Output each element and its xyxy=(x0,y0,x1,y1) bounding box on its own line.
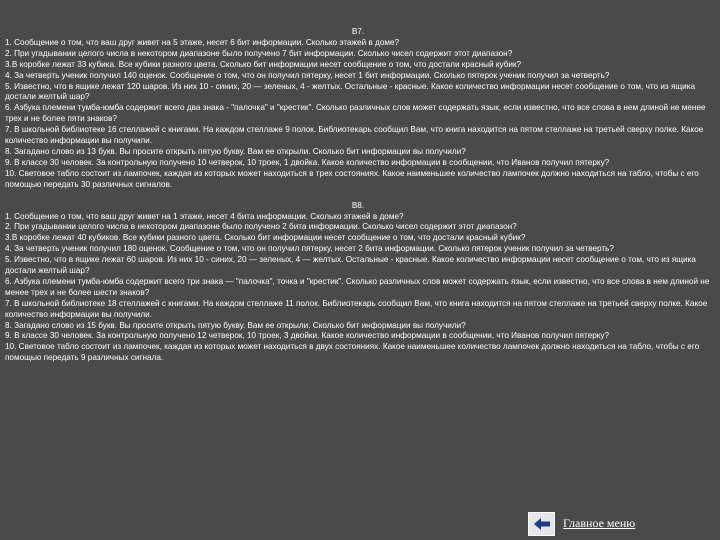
task-item: 3.В коробке лежат 40 кубиков. Все кубики разного цвета. Сколько бит информации несет сообщение о том, что достали красный кубик? xyxy=(5,233,526,243)
task-item: 9. В классе 30 человек. За контрольную получено 10 четверок, 10 троек, 1 двойка. Какое количество информации в сообщении, что Иванов получил пятерку? xyxy=(5,157,610,167)
section-title: B8. xyxy=(351,200,365,210)
task-item: 6. Азбука племени тумба-юмба содержит всего три знака — "палочка", точка и "крестик". Сколько различных слов может содержать язык, если известно, что все слова в нем длиной не менее трех и не более шести знаков? xyxy=(5,276,710,297)
task-item: 8. Загадано слово из 15 букв. Вы просите открыть пятую букву. Вам ее открыли. Сколько бит информации вы получили? xyxy=(5,320,466,330)
task-item: 7. В школьной библиотеке 16 стеллажей с книгами. На каждом стеллаже 9 полок. Библиотекарь сообщил Вам, что книга находится на пятом стеллаже на третьей сверху полке. Какое количество информации вы получили. xyxy=(5,125,704,146)
back-button[interactable] xyxy=(528,512,555,536)
task-item: 7. В школьной библиотеке 18 стеллажей с книгами. На каждом стеллаже 11 полок. Библиотекарь сообщил Вам, что книга находится на пятом стеллаже на третьей сверху полке. Какое количество информации вы получили. xyxy=(5,298,708,319)
main-menu-link[interactable]: Главное меню xyxy=(563,516,636,530)
task-item: 4. За четверть ученик получил 180 оценок. Сообщение о том, что он получил пятерку, несет 2 бита информации. Сколько пятерок ученик получил за четверть? xyxy=(5,244,614,254)
task-item: 2. При угадывании целого числа в некотором диапазоне было получено 7 бит информации. Сколько чисел содержит этот диапазон? xyxy=(5,48,513,58)
task-item: 1. Сообщение о том, что ваш друг живет на 1 этаже, несет 4 бита информации. Сколько этажей в доме? xyxy=(5,211,404,221)
task-item: 4. За четверть ученик получил 140 оценок. Сообщение о том, что он получил пятерку, несет 1 бит информации. Сколько пятерок ученик получил за четверть? xyxy=(5,70,610,80)
task-item: 3.В коробке лежат 33 кубика. Все кубики разного цвета. Сколько бит информации несет сообщение о том, что достали красный кубик? xyxy=(5,59,522,69)
task-item: 5. Известно, что в ящике лежат 60 шаров. Из них 10 - синих, 20 — зеленых, 4 — желтых. Остальные - красные. Какое количество информации несет сообщение о том, что из ящика достали желтый шар? xyxy=(5,255,696,276)
task-item: 10. Световое табло состоит из лампочек, каждая из которых может находиться в двух состояниях. Какое наименьшее количество лампочек должно находиться на табло, чтобы с его помощью передать 9 различных сигнала. xyxy=(5,342,700,363)
task-item: 1. Сообщение о том, что ваш друг живет на 5 этаже, несет 6 бит информации. Сколько этажей в доме? xyxy=(5,37,400,47)
section-title: B7. xyxy=(351,27,365,36)
back-arrow-icon xyxy=(533,517,551,531)
main-menu-nav xyxy=(528,512,718,536)
document-body xyxy=(5,27,711,374)
task-item: 6. Азбука племени тумба-юмба содержит всего два знака - "палочка" и "крестик". Сколько различных слов может содержать язык, если известно, что все слова в нем длиной не менее трех и не более пяти знаков? xyxy=(5,103,706,124)
task-item: 5. Известно, что в ящике лежат 120 шаров. Из них 10 - синих, 20 — зеленых, 4 - желтых. Остальные - красные. Какое количество информации несет сообщение о том, что из ящика достали желтый шар? xyxy=(5,81,696,102)
task-item: 10. Световое табло состоит из лампочек, каждая из которых может находиться в трех состояниях. Какое наименьшее количество лампочек должно находиться на табло, чтобы с его помощью передать 30 различных сигналов. xyxy=(5,168,699,189)
task-item: 2. При угадывании целого числа в некотором диапазоне было получено 2 бита информации. Сколько чисел содержит этот диапазон? xyxy=(5,222,517,232)
section-b8 xyxy=(5,201,711,365)
task-item: 8. Загадано слово из 13 букв. Вы просите открыть пятую букву. Вам ее открыли. Сколько бит информации вы получили? xyxy=(5,146,466,156)
task-item: 9. В классе 30 человек. За контрольную получено 12 четверок, 10 троек, 3 двойки. Какое количество информации в сообщении, что Иванов получил пятерку? xyxy=(5,331,610,341)
section-b7 xyxy=(5,27,711,191)
